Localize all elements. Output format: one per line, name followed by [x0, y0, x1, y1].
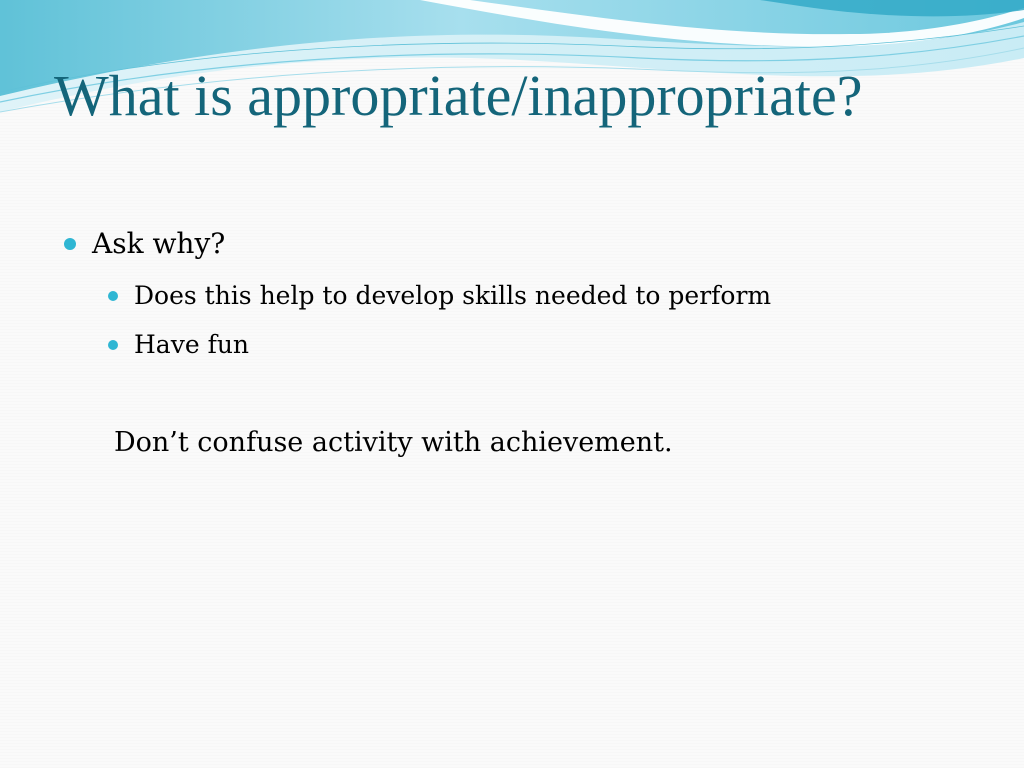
sub-bullet-item [108, 325, 249, 365]
bullet-text: Ask why? [92, 227, 226, 260]
slide-title: What is appropriate/inappropriate? [54, 63, 863, 128]
sub-bullet-text: Does this help to develop skills needed to perform [134, 281, 772, 310]
sub-bullet-item [108, 276, 771, 316]
slide-note: Don’t confuse activity with achievement. [114, 427, 673, 458]
bullet-item [64, 222, 225, 266]
bullet-dot-icon [108, 291, 118, 301]
bullet-dot-icon [64, 238, 76, 250]
bullet-dot-icon [108, 340, 118, 350]
sub-bullet-text: Have fun [134, 330, 250, 359]
